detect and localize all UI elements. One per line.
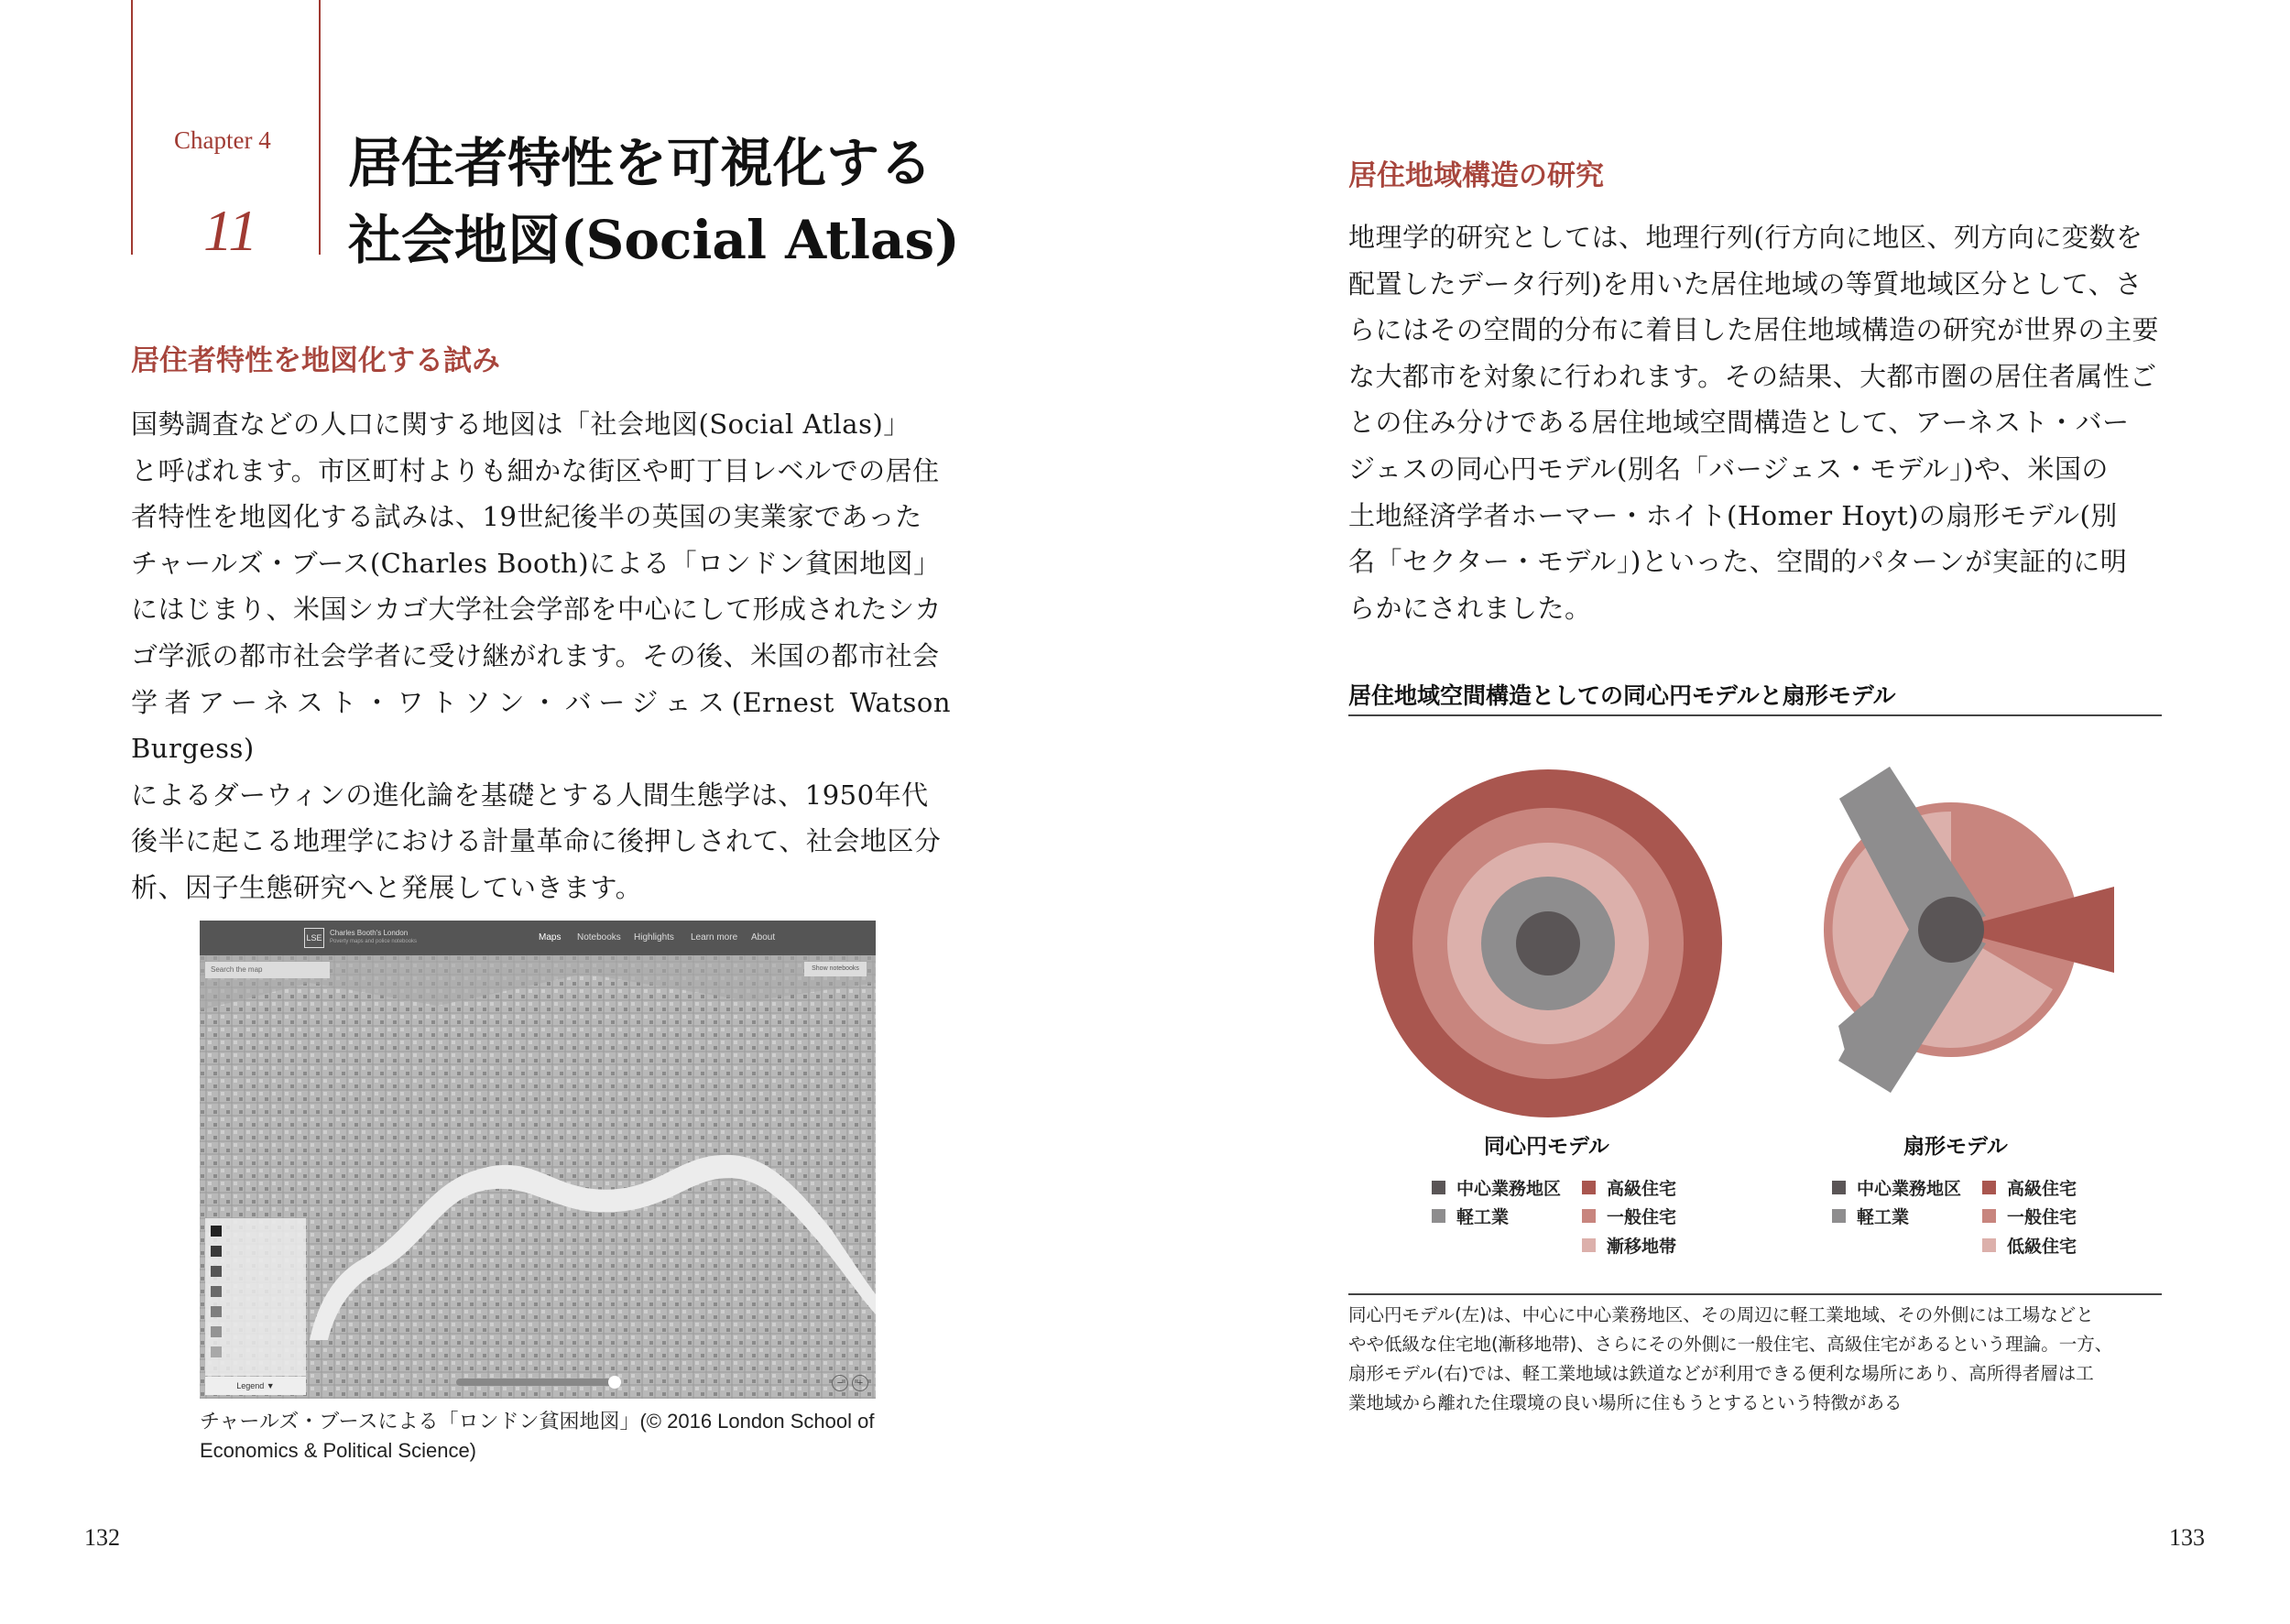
nav-notebooks[interactable]: Notebooks — [577, 932, 621, 943]
legend-label: 軽工業 — [1857, 1207, 1910, 1227]
left-body-line: によるダーウィンの進化論を基礎とする人間生態学は、1950年代 — [131, 779, 929, 811]
section-number: 11 — [203, 198, 258, 263]
legend-swatch — [211, 1306, 222, 1317]
legend-label: 中心業務地区 — [1857, 1179, 1962, 1199]
booth-map-screenshot — [200, 921, 876, 1399]
map-caption — [200, 1407, 896, 1466]
page-number-left: 132 — [84, 1524, 120, 1551]
legend-swatch — [211, 1286, 222, 1297]
legend-sector-high-class — [1982, 1175, 2077, 1200]
right-body-line: 地理学的研究としては、地理行列(行方向に地区、列方向に変数を — [1348, 222, 2143, 253]
swatch-cbd — [1832, 1181, 1846, 1194]
chapter-rule-right — [319, 0, 321, 255]
ring-cbd — [1516, 911, 1580, 975]
figure-caption-line: 業地域から離れた住環境の良い場所に住もうとするという特徴がある — [1348, 1392, 1903, 1413]
legend-swatch — [211, 1326, 222, 1337]
right-body-line: 土地経済学者ホーマー・ホイト(Homer Hoyt)の扇形モデル(別 — [1348, 499, 2118, 531]
right-body-line: との住み分けである居住地域空間構造として、アーネスト・バー — [1348, 407, 2130, 439]
figure-title-rule — [1348, 714, 2162, 716]
left-body-line: 者特性を地図化する試みは、19世紀後半の英国の実業家であった — [131, 501, 922, 533]
page-title-line-2: 社会地図(Social Atlas) — [348, 209, 960, 271]
right-body-text — [1348, 214, 2161, 631]
swatch-high-class — [1982, 1181, 1996, 1194]
left-section-heading: 居住者特性を地図化する試み — [131, 344, 500, 377]
legend-sector-cbd — [1832, 1175, 1961, 1200]
legend-concentric-cbd — [1432, 1175, 1561, 1200]
map-caption-line: チャールズ・ブースによる「ロンドン貧困地図」(© 2016 London School of — [200, 1410, 875, 1433]
nav-maps[interactable]: Maps — [539, 932, 562, 943]
legend-swatch — [211, 1226, 222, 1237]
legend-concentric-transition — [1582, 1233, 1676, 1258]
opacity-slider-handle[interactable] — [608, 1376, 621, 1389]
legend-label: 一般住宅 — [2007, 1207, 2077, 1227]
figure-caption-line: 同心円モデル(左)は、中心に中心業務地区、その周辺に軽工業地域、その外側には工場などと — [1348, 1304, 2094, 1325]
right-body-line: らにはその空間的分布に着目した居住地域構造の研究が世界の主要 — [1348, 314, 2160, 346]
sector-cbd — [1918, 897, 1984, 963]
legend-concentric-high-class — [1582, 1175, 1676, 1200]
legend-label: 一般住宅 — [1607, 1207, 1677, 1227]
swatch-high-class — [1582, 1181, 1596, 1194]
left-body-line: 析、因子生態研究へと発展していきます。 — [131, 871, 643, 903]
swatch-transition — [1582, 1238, 1596, 1252]
lse-logo: LSE — [304, 928, 324, 948]
swatch-light-industry — [1432, 1209, 1445, 1223]
left-body-line: 国勢調査などの人口に関する地図は「社会地図(Social Atlas)」 — [131, 409, 911, 440]
left-body-text — [131, 401, 951, 911]
left-body-line: ゴ学派の都市社会学者に受け継がれます。その後、米国の都市社会 — [131, 639, 940, 671]
figure-caption — [1348, 1301, 2214, 1418]
opacity-slider[interactable] — [456, 1379, 612, 1386]
site-header — [200, 921, 876, 955]
sector-model-label: 扇形モデル — [1903, 1135, 2008, 1159]
nav-about[interactable]: About — [751, 932, 776, 943]
legend-concentric-light-industry — [1432, 1204, 1509, 1228]
legend-sector-low-class — [1982, 1233, 2077, 1258]
nav-learn-more[interactable]: Learn more — [691, 932, 738, 943]
left-body-line: チャールズ・ブース(Charles Booth)による「ロンドン貧困地図」 — [131, 547, 941, 579]
map-search-input[interactable]: Search the map — [205, 962, 330, 978]
legend-swatch — [211, 1266, 222, 1277]
nav-highlights[interactable]: Highlights — [634, 932, 674, 943]
swatch-general — [1982, 1209, 1996, 1223]
legend-label: 軽工業 — [1456, 1207, 1510, 1227]
right-body-line: な大都市を対象に行われます。その結果、大都市圏の居住者属性ご — [1348, 360, 2157, 392]
zoom-out-icon[interactable]: − — [832, 1375, 848, 1391]
legend-swatch — [211, 1246, 222, 1257]
left-body-line: 学者アーネスト・ワトソン・バージェス(Ernest Watson Burgess) — [131, 686, 951, 765]
legend-label: 漸移地帯 — [1607, 1237, 1677, 1257]
chapter-rule-left — [131, 0, 133, 255]
right-body-line: ジェスの同心円モデル(別名「バージェス・モデル」)や、米国の — [1348, 452, 2109, 485]
left-body-line: と呼ばれます。市区町村よりも細かな街区や町丁目レベルでの居住 — [131, 454, 940, 486]
map-legend-panel — [205, 1218, 306, 1376]
legend-sector-light-industry — [1832, 1204, 1909, 1228]
left-body-line: 後半に起こる地理学における計量革命に後押しされて、社会地区分 — [131, 825, 942, 857]
legend-concentric-general — [1582, 1204, 1676, 1228]
legend-label: 低級住宅 — [2007, 1237, 2077, 1257]
page-title — [348, 125, 960, 278]
page-number-right: 133 — [2169, 1524, 2205, 1551]
legend-label: 中心業務地区 — [1456, 1179, 1562, 1199]
right-section-heading: 居住地域構造の研究 — [1348, 159, 1604, 192]
right-body-line: らかにされました。 — [1348, 592, 1592, 624]
figure-title: 居住地域空間構造としての同心円モデルと扇形モデル — [1348, 682, 1896, 709]
swatch-general — [1582, 1209, 1596, 1223]
figure-caption-line: 扇形モデル(右)では、軽工業地域は鉄道などが利用できる便利な場所にあり、高所得者層は工 — [1348, 1363, 2094, 1384]
right-body-line: 配置したデータ行列)を用いた居住地域の等質地域区分として、さ — [1348, 267, 2143, 300]
site-subtitle: Poverty maps and police notebooks — [330, 939, 418, 944]
left-body-line: にはじまり、米国シカゴ大学社会学部を中心にして形成されたシカ — [131, 594, 943, 626]
concentric-model-diagram — [1365, 760, 1731, 1127]
figure-caption-line: やや低級な住宅地(漸移地帯)、さらにその外側に一般住宅、高級住宅があるという理論。一方、 — [1348, 1334, 2113, 1355]
sector-model-diagram — [1814, 751, 2143, 1117]
legend-swatch — [211, 1346, 222, 1357]
page-title-line-1: 居住者特性を可視化する — [348, 132, 933, 194]
legend-sector-general — [1982, 1204, 2077, 1228]
zoom-in-icon[interactable]: + — [852, 1375, 868, 1391]
swatch-light-industry — [1832, 1209, 1846, 1223]
show-notebooks-button[interactable]: Show notebooks — [804, 962, 867, 976]
right-body-line: 名「セクター・モデル」)といった、空間的パターンが実証的に明 — [1348, 546, 2128, 578]
concentric-model-label: 同心円モデル — [1484, 1135, 1609, 1159]
swatch-cbd — [1432, 1181, 1445, 1194]
legend-label: 高級住宅 — [1607, 1179, 1677, 1199]
caption-rule — [1348, 1293, 2162, 1295]
legend-label: 高級住宅 — [2007, 1179, 2077, 1199]
swatch-low-class — [1982, 1238, 1996, 1252]
chapter-label: Chapter 4 — [174, 126, 271, 154]
map-caption-line: Economics & Political Science) — [200, 1439, 477, 1462]
legend-toggle-button[interactable]: Legend ▼ — [205, 1377, 306, 1395]
site-title: Charles Booth's London — [330, 929, 409, 937]
